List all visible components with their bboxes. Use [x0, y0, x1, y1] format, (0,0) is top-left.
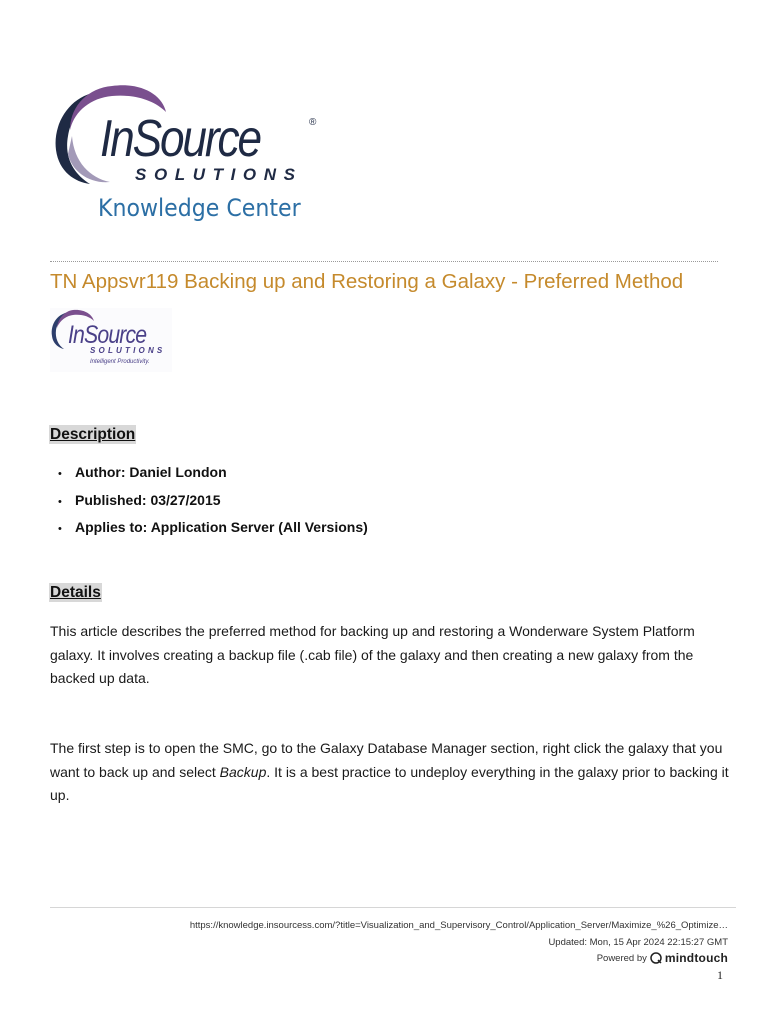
paragraph-text-end: . It is a best practice to undeploy everything in the galaxy prior to backing it up.	[50, 763, 729, 803]
header-divider	[50, 261, 718, 262]
inline-logo-wordmark: InSource	[68, 321, 147, 349]
description-heading: Description	[50, 426, 136, 443]
footer-divider	[50, 907, 736, 908]
footer-powered-by	[597, 951, 728, 965]
powered-by-label: Powered by	[596, 952, 647, 964]
bullet-icon: •	[58, 495, 62, 508]
details-heading: Details	[50, 584, 101, 601]
details-paragraph-1	[50, 620, 730, 691]
list-item	[58, 488, 368, 516]
backup-emphasis: Backup	[219, 763, 267, 780]
knowledge-center-label: Knowledge Center	[98, 194, 301, 222]
description-list	[58, 460, 368, 543]
list-item	[58, 460, 368, 488]
mindtouch-brand: mindtouch	[664, 951, 728, 965]
author-text: Author: Daniel London	[75, 464, 227, 480]
logo-wordmark: InSource	[100, 110, 260, 168]
published-text: Published: 03/27/2015	[75, 491, 221, 508]
footer-updated: Updated: Mon, 15 Apr 2024 22:15:27 GMT	[548, 937, 728, 948]
mindtouch-logo-icon	[650, 952, 662, 964]
inline-logo-subtitle: SOLUTIONS	[90, 346, 166, 355]
footer-url[interactable]: https://knowledge.insourcess.com/?title=Visualization_and_Supervisory_Control/Application_Server/Maximize_%26_Optimize…	[189, 920, 728, 931]
logo-subtitle: SOLUTIONS	[135, 165, 303, 184]
list-item	[58, 515, 368, 543]
applies-to-text: Applies to: Application Server (All Versions)	[75, 519, 368, 535]
bullet-icon: •	[58, 468, 62, 480]
article-title: TN Appsvr119 Backing up and Restoring a Galaxy - Preferred Method	[50, 270, 684, 293]
paragraph-text: This article describes the preferred method for backing up and restoring a Wonderware System Platform galaxy. It involves creating a backup file (.cab file) of the galaxy and then creating a new galaxy from the backed up data.	[50, 623, 695, 686]
paragraph-text-start: The first step is to open the SMC, go to the Galaxy Database Manager section, right click the galaxy that you want to back up and select	[50, 740, 723, 780]
paragraph-text	[50, 737, 730, 808]
page-number: 1	[717, 968, 723, 982]
bullet-icon: •	[58, 523, 62, 535]
registered-mark: ®	[309, 117, 317, 128]
details-paragraph-2	[50, 737, 730, 808]
inline-logo-tagline: Intelligent Productivity.	[90, 359, 150, 365]
